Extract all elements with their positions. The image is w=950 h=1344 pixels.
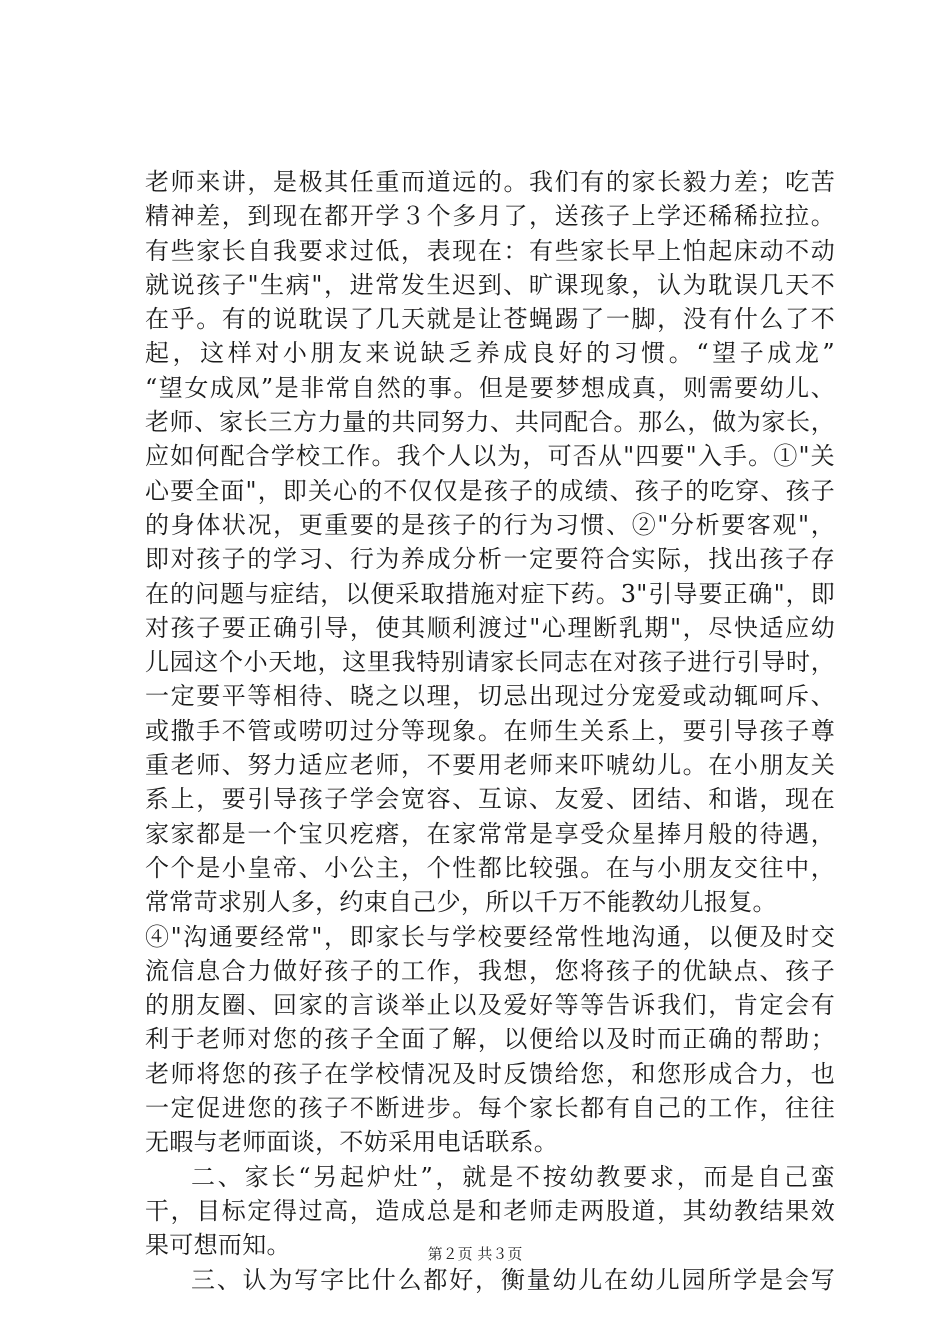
text-line: 即对孩子的学习、行为养成分析一定要符合实际，找出孩子存	[145, 545, 835, 574]
text-line: 的身体状况，更重要的是孩子的行为习惯、②"分析要客观"，	[145, 510, 835, 539]
body-text	[145, 165, 835, 1297]
text-line: 一定促进您的孩子不断进步。每个家长都有自己的工作，往往	[145, 1094, 835, 1123]
text-line: 流信息合力做好孩子的工作，我想，您将孩子的优缺点、孩子	[145, 956, 835, 985]
text-line: 果可想而知。	[145, 1231, 291, 1260]
text-line: 对孩子要正确引导，使其顺利渡过"心理断乳期"，尽快适应幼	[145, 613, 835, 642]
text-line: 系上，要引导孩子学会宽容、互谅、友爱、团结、和谐，现在	[145, 785, 835, 814]
text-line: 就说孩子"生病"，进常发生迟到、旷课现象，认为耽误几天不	[145, 270, 835, 299]
text-line: 精神差，到现在都开学３个多月了，送孩子上学还稀稀拉拉。	[145, 202, 835, 231]
text-line: 老师来讲，是极其任重而道远的。我们有的家长毅力差；吃苦	[145, 168, 835, 196]
text-line: 有些家长自我要求过低，表现在：有些家长早上怕起床动不动	[145, 236, 835, 265]
text-line: 利于老师对您的孩子全面了解，以便给以及时而正确的帮助；	[145, 1025, 835, 1054]
paragraph-start-line: 三、认为写字比什么都好，衡量幼儿在幼儿园所学是会写	[191, 1265, 835, 1294]
text-line: 无暇与老师面谈，不妨采用电话联系。	[145, 1128, 559, 1157]
text-line: 常常苛求别人多，约束自己少，所以千万不能教幼儿报复。	[145, 888, 777, 917]
text-line: 起，这样对小朋友来说缺乏养成良好的习惯。“望子成龙”	[145, 339, 835, 368]
text-line: 或撒手不管或唠叨过分等现象。在师生关系上，要引导孩子尊	[145, 716, 835, 745]
page-footer	[0, 1243, 950, 1264]
text-line: 老师、家长三方力量的共同努力、共同配合。那么，做为家长，	[145, 408, 835, 437]
text-line: 个个是小皇帝、小公主，个性都比较强。在与小朋友交往中，	[145, 853, 835, 882]
text-line: 的朋友圈、回家的言谈举止以及爱好等等告诉我们，肯定会有	[145, 991, 835, 1020]
text-line: 干，目标定得过高，造成总是和老师走两股道，其幼教结果效	[145, 1196, 835, 1225]
text-line: 应如何配合学校工作。我个人以为，可否从"四要"入手。①"关	[145, 442, 835, 471]
paragraph-start-line: 二、家长“另起炉灶”，就是不按幼教要求，而是自己蛮	[191, 1162, 835, 1191]
text-line: ④"沟通要经常"，即家长与学校要经常性地沟通，以便及时交	[145, 922, 835, 951]
text-line: “望女成凤”是非常自然的事。但是要梦想成真，则需要幼儿、	[145, 373, 835, 402]
text-line: 老师将您的孩子在学校情况及时反馈给您，和您形成合力，也	[145, 1059, 835, 1088]
text-line: 在的问题与症结，以便采取措施对症下药。3"引导要正确"，即	[145, 579, 835, 608]
text-line: 家家都是一个宝贝疙瘩，在家常常是享受众星捧月般的待遇，	[145, 819, 835, 848]
page-number-label: 第２页 共３页	[427, 1245, 523, 1263]
text-line: 在乎。有的说耽误了几天就是让苍蝇踢了一脚，没有什么了不	[145, 305, 835, 334]
text-line: 重老师、努力适应老师，不要用老师来吓唬幼儿。在小朋友关	[145, 751, 835, 780]
text-line: 儿园这个小天地，这里我特别请家长同志在对孩子进行引导时，	[145, 648, 835, 677]
text-line: 心要全面"，即关心的不仅仅是孩子的成绩、孩子的吃穿、孩子	[145, 476, 835, 505]
text-line: 一定要平等相待、晓之以理，切忌出现过分宠爱或动辄呵斥、	[145, 682, 835, 711]
